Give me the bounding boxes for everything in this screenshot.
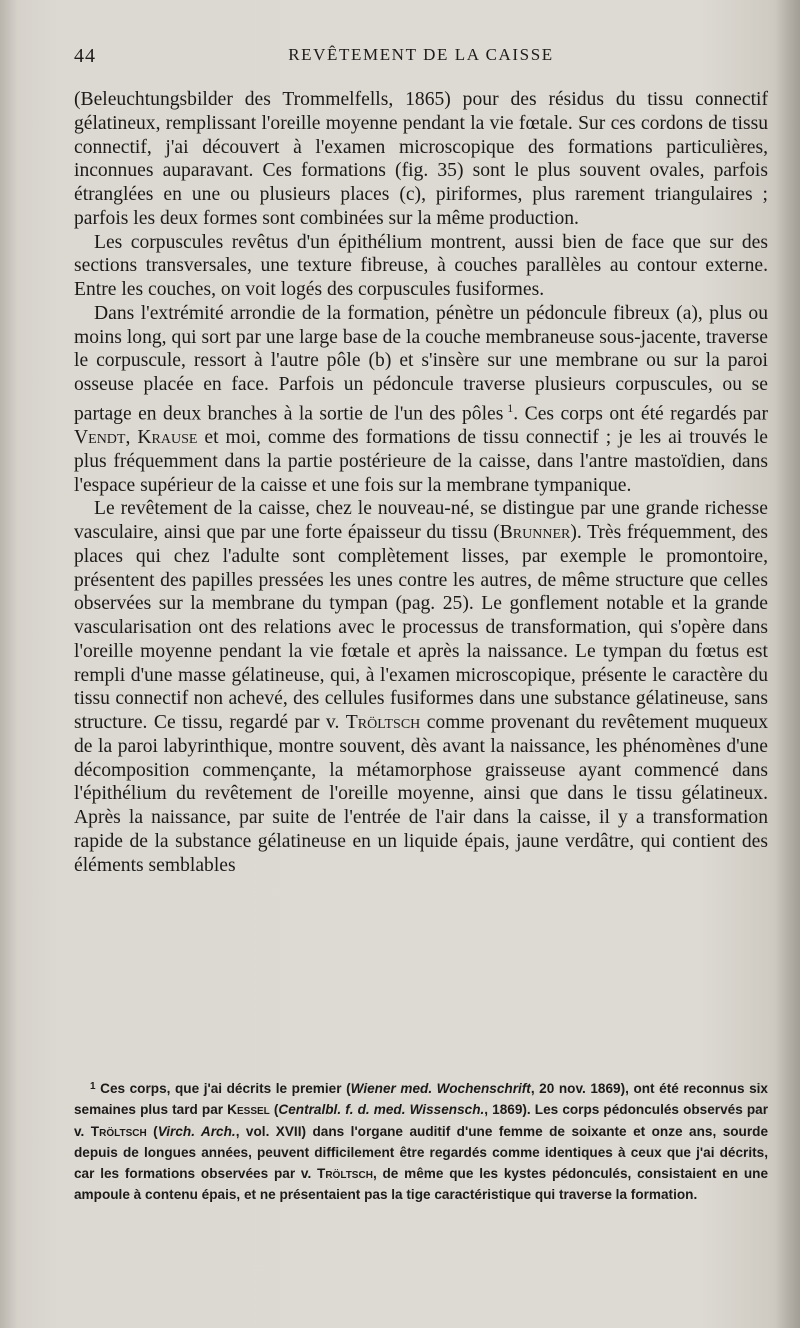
author-name-brunner: Brunner xyxy=(499,522,571,544)
name-separator: , xyxy=(125,427,131,449)
citation-virch: Virch. Arch. xyxy=(157,1123,236,1139)
footnote-text-e: ( xyxy=(153,1123,158,1139)
footnote-text-g: , de même que les kystes pédonculés, consistaient en une ampoule à contenu épais, et ne présentaient pas la tige caractéristique qui traverse la formation. xyxy=(74,1166,769,1203)
paragraph-3 xyxy=(74,302,768,498)
paragraph-2: Les corpuscules revêtus d'un épithélium montrent, aussi bien de face que sur des sections transversales, une texture fibreuse, à couches parallèles au contour externe. Entre les couches, on voit logés des corpuscules fusiformes. xyxy=(74,231,768,300)
footnote-mark: 1 xyxy=(90,1081,96,1092)
page-number: 44 xyxy=(74,45,96,67)
footnote-reference: 1 xyxy=(507,400,514,415)
footnote-text-b: , 20 nov. 1869), ont été reconnus six semaines plus tard par xyxy=(74,1081,768,1118)
footnote-text-f: , vol. XVII) dans l'organe auditif d'une femme de soixante et onze ans, sourde depuis de longues années, peuvent difficilement être regardés comme identiques à ceux que j'ai décrits, car les formations observées par v. xyxy=(74,1123,769,1182)
author-name-troltsch: Tröltsch xyxy=(345,712,421,734)
footnote-text-c: ( xyxy=(273,1102,279,1118)
page-edge-shadow xyxy=(776,0,800,1328)
paragraph-4 xyxy=(74,497,768,877)
running-title: REVÊTEMENT DE LA CAISSE xyxy=(288,45,554,64)
footnotes xyxy=(74,1076,768,1206)
footnote-1 xyxy=(74,1076,768,1206)
footnote-text-d: , 1869). Les corps pédonculés observés par v. xyxy=(74,1102,769,1139)
author-name-vendt: Vendt xyxy=(74,427,126,449)
body-text xyxy=(74,88,768,877)
author-name-troltsch-3: Tröltsch xyxy=(317,1166,373,1182)
citation-centralbl: Centralbl. f. d. med. Wissensch. xyxy=(278,1102,485,1118)
citation-wiener: Wiener med. Wochenschrift xyxy=(350,1081,531,1096)
paragraph-4-text-b: ). Très fréquemment, des places qui chez l'adulte sont complètement lisses, par exemple le promontoire, présentent des papilles pressées les unes contre les autres, de même structure que celles observées sur la membrane du tympan (pag. 25). Le gonflement notable et la grande vascularisation ont des relations avec le processus de transformation, qui s'opère dans l'oreille moyenne pendant la vie fœtale et après la naissance. Le tympan du fœtus est rempli d'une masse gélatineuse, qui, à l'examen microscopique, présente le caractère du tissu connectif non achevé, des cellules fusiformes dans une substance gélatineuse, sans structure. Ce tissu, regardé par v. xyxy=(74,522,768,734)
paragraph-4-text-c: comme provenant du revêtement muqueux de la paroi labyrinthique, montre souvent, dès avant la naissance, les phénomènes d'une décomposition commençante, la métamorphose graisseuse ayant commencé dans l'épithélium du revêtement de l'oreille moyenne, ainsi que dans le tissu gélatineux. Après la naissance, par suite de l'entrée de l'air dans la caisse, il y a transformation rapide de la substance gélatineuse en un liquide épais, jaune verdâtre, qui contient des éléments semblables xyxy=(74,712,768,876)
paragraph-3-text-b: . Ces corps ont été regardés par xyxy=(513,403,768,425)
paragraph-3-text-c: et moi, comme des formations de tissu connectif ; je les ai trouvés le plus fréquemment dans la partie postérieure de la caisse, dans l'antre mastoïdien, dans l'espace supérieur de la caisse et une fois sur la membrane tympanique. xyxy=(74,427,768,496)
footnote-text-a: Ces corps, que j'ai décrits le premier ( xyxy=(100,1081,351,1096)
author-name-krause: Krause xyxy=(137,427,198,449)
author-name-kessel: Kessel xyxy=(227,1102,270,1118)
paragraph-3-text-a: Dans l'extrémité arrondie de la formation, pénètre un pédoncule fibreux (a), plus ou moins long, qui sort par une large base de la couche membraneuse sous-jacente, traverse le corpuscule, ressort à l'autre pôle (b) et s'insère sur une membrane ou sur la paroi osseuse placée en face. Parfois un pédoncule traverse plusieurs corpuscules, ou se partage en deux branches à la sortie de l'un des pôles xyxy=(74,302,768,425)
paragraph-1: (Beleuchtungsbilder des Trommelfells, 1865) pour des résidus du tissu connectif gélatineux, remplissant l'oreille moyenne pendant la vie fœtale. Sur ces cordons de tissu connectif, j'ai découvert à l'examen microscopique des formations particulières, inconnues auparavant. Ces formations (fig. 35) sont le plus souvent ovales, parfois étranglées en une ou plusieurs places (c), piriformes, plus rarement triangulaires ; parfois les deux formes sont combinées sur la même production. xyxy=(74,89,768,229)
page-header xyxy=(74,45,768,75)
paragraph-4-text-a: Le revêtement de la caisse, chez le nouveau-né, se distingue par une grande richesse vasculaire, ainsi que par une forte épaisseur du tissu ( xyxy=(74,498,768,544)
author-name-troltsch-2: Tröltsch xyxy=(90,1123,147,1139)
